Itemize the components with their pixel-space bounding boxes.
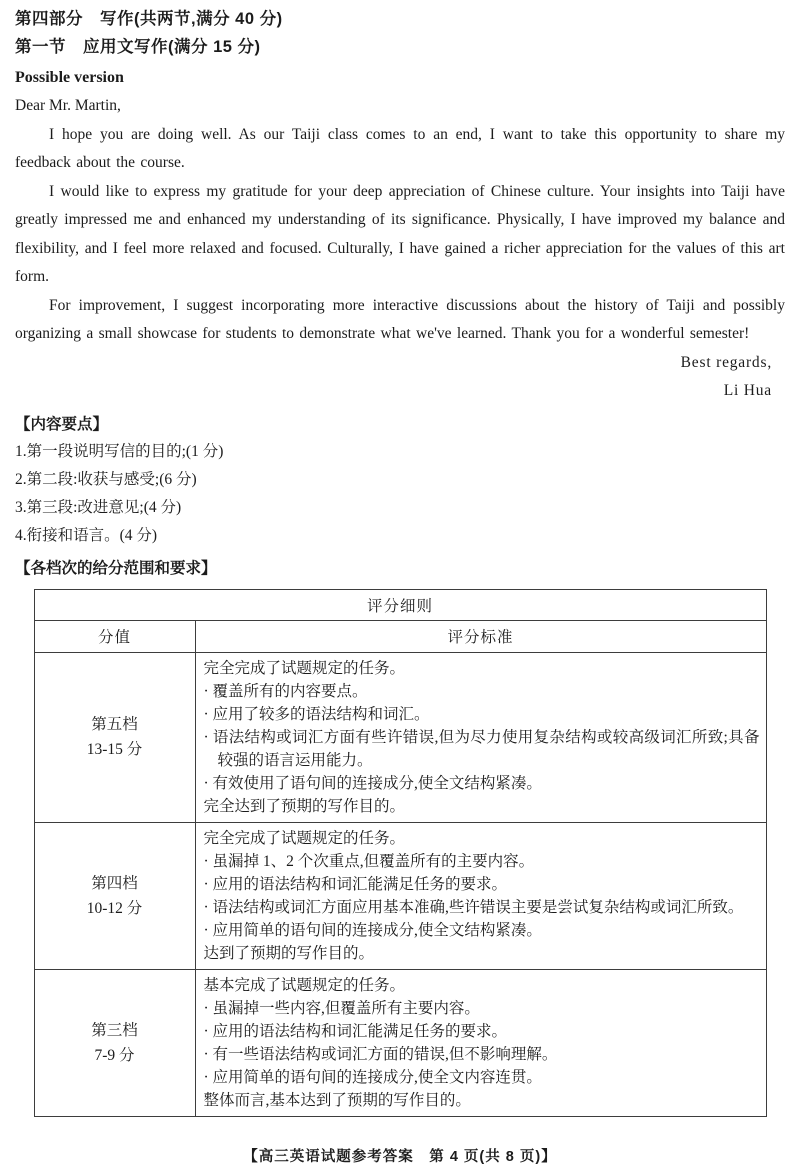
criteria-line: · 有一些语法结构或词汇方面的错误,但不影响理解。 <box>203 1045 558 1063</box>
band-4-name: 第四档 <box>91 874 138 892</box>
band-3-name: 第三档 <box>91 1021 138 1039</box>
page-footer: 【高三英语试题参考答案 第 4 页(共 8 页)】 <box>243 1149 557 1165</box>
model-letter <box>15 92 785 406</box>
letter-signature: Li Hua <box>723 382 772 399</box>
possible-version-label: Possible version <box>15 69 124 86</box>
rubric-header-row <box>34 620 766 652</box>
criteria-line: 达到了预期的写作目的。 <box>203 944 375 962</box>
criteria-line: 整体而言,基本达到了预期的写作目的。 <box>203 1091 471 1109</box>
scoring-rubric-table <box>34 589 767 1117</box>
letter-paragraph-3: For improvement, I suggest incorporating more interactive discussions about the history of Taiji and possibly organizing a small showcase for students to demonstrate what we've learned. Thank you for a wonderful semester! <box>15 296 785 342</box>
content-point-4: 4.衔接和语言。(4 分) <box>15 526 158 544</box>
band-4-criteria <box>195 822 766 969</box>
rubric-heading: 【各档次的给分范围和要求】 <box>15 559 217 577</box>
content-point-3: 3.第三段:改进意见;(4 分) <box>15 498 182 516</box>
criteria-line: · 虽漏掉 1、2 个次重点,但覆盖所有的主要内容。 <box>203 852 535 870</box>
criteria-line: · 应用了较多的语法结构和词汇。 <box>203 705 430 723</box>
band-3-range: 7-9 分 <box>94 1046 135 1064</box>
criteria-line: · 应用简单的语句间的连接成分,使全文结构紧凑。 <box>203 921 542 939</box>
letter-paragraph-1: I hope you are doing well. As our Taiji class comes to an end, I want to take this opportunity to share my feedback about the course. <box>15 125 785 171</box>
band-5-name: 第五档 <box>91 716 138 733</box>
criteria-line: · 语法结构或词汇方面有些许错误,但为尽力使用复杂结构或较高级词汇所致;具备较强的语言运用能力。 <box>203 728 760 769</box>
table-row <box>34 969 766 1116</box>
band-5-criteria <box>195 652 766 822</box>
section-heading: 第四部分 写作(共两节,满分 40 分) <box>15 10 283 28</box>
subsection-heading: 第一节 应用文写作(满分 15 分) <box>15 38 261 56</box>
band-5-range: 13-15 分 <box>86 741 143 758</box>
band-3-cell <box>34 969 195 1116</box>
band-4-cell <box>34 822 195 969</box>
criteria-line: · 应用的语法结构和词汇能满足任务的要求。 <box>203 1022 508 1040</box>
criteria-line: · 应用简单的语句间的连接成分,使全文内容连贯。 <box>203 1068 542 1086</box>
criteria-line: · 覆盖所有的内容要点。 <box>203 682 368 700</box>
letter-closing: Best regards, <box>680 353 772 371</box>
letter-paragraph-2: I would like to express my gratitude for your deep appreciation of Chinese culture. Your insights into Taiji have greatly impressed me and enhanced my understanding of its significance. Physically, I have improved my balance and flexibility, and I feel more relaxed and focused. Culturally, I have gained a richer appreciation for the values of this art form. <box>15 182 785 285</box>
column-header-criteria: 评分标准 <box>195 620 766 652</box>
criteria-line: · 虽漏掉一些内容,但覆盖所有主要内容。 <box>203 999 480 1017</box>
table-row <box>34 652 766 822</box>
criteria-line: 完全完成了试题规定的任务。 <box>203 829 406 847</box>
band-3-criteria <box>195 969 766 1116</box>
content-point-2: 2.第二段:收获与感受;(6 分) <box>15 470 197 488</box>
band-4-range: 10-12 分 <box>86 899 143 917</box>
criteria-line: 基本完成了试题规定的任务。 <box>203 976 406 994</box>
rubric-table-title: 评分细则 <box>34 589 766 620</box>
criteria-line: · 应用的语法结构和词汇能满足任务的要求。 <box>203 875 508 893</box>
column-header-score: 分值 <box>34 620 195 652</box>
letter-salutation: Dear Mr. Martin, <box>15 97 121 114</box>
content-points-heading: 【内容要点】 <box>15 415 109 433</box>
criteria-line: · 语法结构或词汇方面应用基本准确,些许错误主要是尝试复杂结构或词汇所致。 <box>203 898 744 916</box>
criteria-line: 完全达到了预期的写作目的。 <box>203 797 406 815</box>
table-row <box>34 822 766 969</box>
criteria-line: 完全完成了试题规定的任务。 <box>203 659 406 677</box>
rubric-title-row <box>34 589 766 620</box>
criteria-line: · 有效使用了语句间的连接成分,使全文结构紧凑。 <box>203 774 542 792</box>
content-point-1: 1.第一段说明写信的目的;(1 分) <box>15 442 224 460</box>
band-5-cell <box>34 652 195 822</box>
